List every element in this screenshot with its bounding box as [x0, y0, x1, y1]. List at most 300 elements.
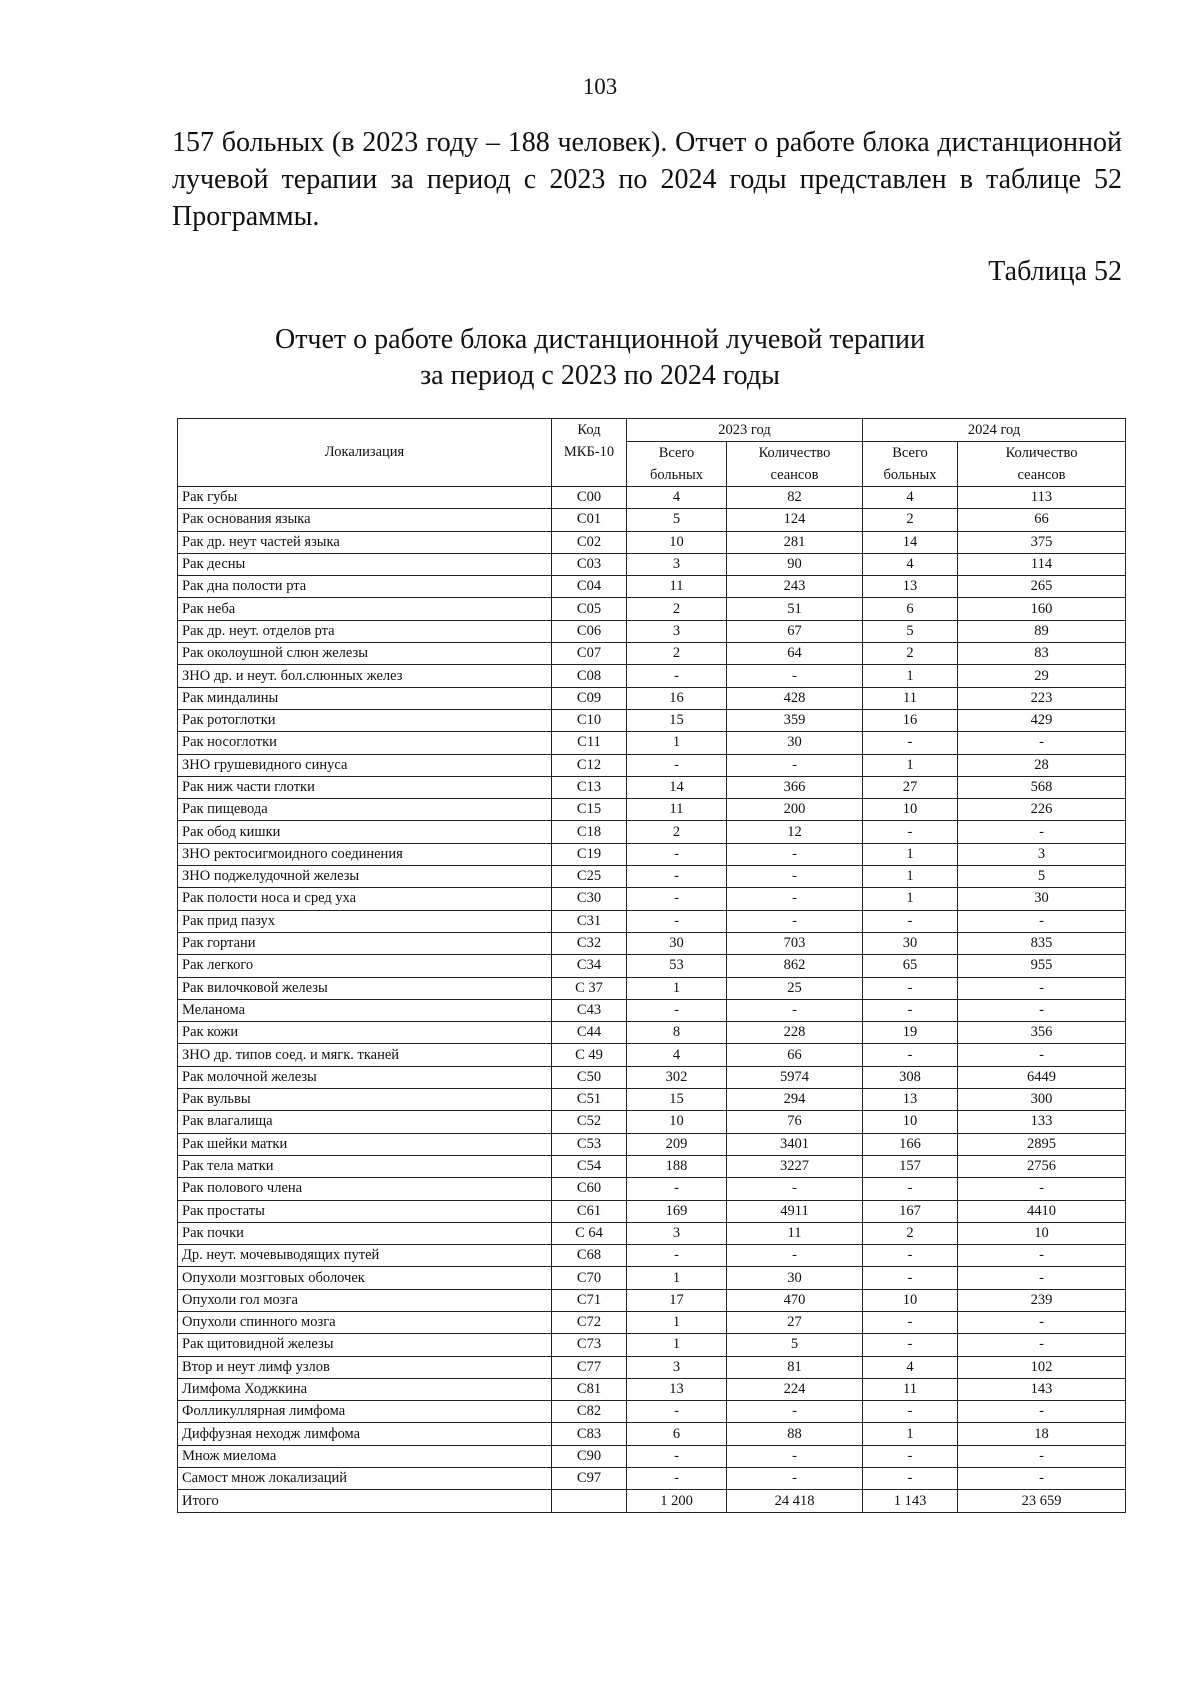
cell-sessions-2024: 265	[958, 576, 1126, 598]
cell-sessions-2023: 294	[727, 1089, 863, 1111]
cell-localization: Рак влагалища	[178, 1111, 552, 1133]
table-row	[178, 776, 1126, 798]
cell-localization: Рак полости носа и сред уха	[178, 888, 552, 910]
cell-sessions-2024: -	[958, 1267, 1126, 1289]
cell-localization: Рак простаты	[178, 1200, 552, 1222]
table-row	[178, 1311, 1126, 1333]
cell-patients-2023: -	[627, 1245, 727, 1267]
header-patients-2023-line-1: Всего	[627, 442, 727, 465]
cell-patients-2023: 14	[627, 776, 727, 798]
table-row	[178, 1200, 1126, 1222]
table-row	[178, 643, 1126, 665]
cell-sessions-2024: -	[958, 910, 1126, 932]
cell-icd-code: C30	[552, 888, 627, 910]
table-row	[178, 754, 1126, 776]
table-row	[178, 799, 1126, 821]
cell-patients-2024: 5	[863, 620, 958, 642]
table-row	[178, 1133, 1126, 1155]
cell-icd-code	[552, 1490, 627, 1512]
cell-icd-code: C18	[552, 821, 627, 843]
cell-sessions-2023: 703	[727, 932, 863, 954]
cell-localization: Рак пищевода	[178, 799, 552, 821]
cell-localization: ЗНО др. и неут. бол.слюнных желез	[178, 665, 552, 687]
cell-icd-code: C81	[552, 1378, 627, 1400]
cell-patients-2024: 10	[863, 1111, 958, 1133]
cell-sessions-2024: -	[958, 999, 1126, 1021]
cell-sessions-2023: -	[727, 1401, 863, 1423]
cell-patients-2024: -	[863, 1245, 958, 1267]
cell-localization: Рак основания языка	[178, 509, 552, 531]
cell-icd-code: C52	[552, 1111, 627, 1133]
cell-patients-2024: 13	[863, 576, 958, 598]
cell-icd-code: C73	[552, 1334, 627, 1356]
cell-sessions-2024: 835	[958, 932, 1126, 954]
cell-icd-code: C 49	[552, 1044, 627, 1066]
table-row	[178, 709, 1126, 731]
cell-patients-2024: 166	[863, 1133, 958, 1155]
cell-localization: Втор и неут лимф узлов	[178, 1356, 552, 1378]
cell-patients-2023: 16	[627, 687, 727, 709]
cell-patients-2023: -	[627, 1445, 727, 1467]
cell-sessions-2024: 2895	[958, 1133, 1126, 1155]
cell-localization: Рак щитовидной железы	[178, 1334, 552, 1356]
cell-sessions-2023: 3401	[727, 1133, 863, 1155]
cell-sessions-2023: -	[727, 1178, 863, 1200]
cell-icd-code: C43	[552, 999, 627, 1021]
cell-icd-code: C10	[552, 709, 627, 731]
cell-patients-2024: 27	[863, 776, 958, 798]
cell-icd-code: C11	[552, 732, 627, 754]
cell-patients-2024: 65	[863, 955, 958, 977]
cell-sessions-2024: 114	[958, 553, 1126, 575]
cell-sessions-2024: 143	[958, 1378, 1126, 1400]
table-row	[178, 553, 1126, 575]
cell-localization: ЗНО поджелудочной железы	[178, 866, 552, 888]
header-sessions-2023-line-2: сеансов	[727, 464, 863, 487]
cell-patients-2023: 1	[627, 977, 727, 999]
table-row	[178, 598, 1126, 620]
cell-sessions-2024: 223	[958, 687, 1126, 709]
cell-sessions-2024: 133	[958, 1111, 1126, 1133]
table-row	[178, 1044, 1126, 1066]
cell-sessions-2024: 102	[958, 1356, 1126, 1378]
cell-sessions-2024: -	[958, 1311, 1126, 1333]
cell-patients-2024: -	[863, 1311, 958, 1333]
cell-icd-code: C77	[552, 1356, 627, 1378]
table-row	[178, 977, 1126, 999]
cell-sessions-2024: -	[958, 1334, 1126, 1356]
cell-patients-2024: 1 143	[863, 1490, 958, 1512]
cell-sessions-2023: 88	[727, 1423, 863, 1445]
cell-patients-2024: -	[863, 1445, 958, 1467]
cell-sessions-2024: 29	[958, 665, 1126, 687]
table-label: Таблица 52	[988, 256, 1122, 287]
cell-patients-2024: -	[863, 910, 958, 932]
cell-patients-2024: 10	[863, 799, 958, 821]
cell-patients-2023: 11	[627, 576, 727, 598]
cell-patients-2023: -	[627, 866, 727, 888]
table-row	[178, 576, 1126, 598]
table-row	[178, 1089, 1126, 1111]
cell-patients-2023: 13	[627, 1378, 727, 1400]
table-row	[178, 1111, 1126, 1133]
cell-localization: Рак околоушной слюн железы	[178, 643, 552, 665]
table-row	[178, 732, 1126, 754]
cell-patients-2024: -	[863, 1401, 958, 1423]
cell-sessions-2024: 2756	[958, 1155, 1126, 1177]
cell-sessions-2024: 113	[958, 487, 1126, 509]
table-row	[178, 955, 1126, 977]
cell-sessions-2024: -	[958, 1401, 1126, 1423]
cell-localization: Рак миндалины	[178, 687, 552, 709]
cell-localization: Опухоли мозгговых оболочек	[178, 1267, 552, 1289]
cell-sessions-2023: 470	[727, 1289, 863, 1311]
cell-patients-2023: 169	[627, 1200, 727, 1222]
cell-localization: Рак неба	[178, 598, 552, 620]
table-row	[178, 1289, 1126, 1311]
cell-sessions-2023: 24 418	[727, 1490, 863, 1512]
cell-patients-2023: 2	[627, 821, 727, 843]
cell-patients-2024: 2	[863, 509, 958, 531]
cell-localization: Множ миелома	[178, 1445, 552, 1467]
cell-patients-2024: 13	[863, 1089, 958, 1111]
cell-patients-2023: 4	[627, 1044, 727, 1066]
table-title-line-1: Отчет о работе блока дистанционной лучевой терапии	[274, 324, 926, 355]
cell-sessions-2024: 300	[958, 1089, 1126, 1111]
table-row	[178, 1222, 1126, 1244]
cell-patients-2024: 4	[863, 487, 958, 509]
table-row	[178, 1155, 1126, 1177]
cell-icd-code: C83	[552, 1423, 627, 1445]
cell-sessions-2023: 200	[727, 799, 863, 821]
cell-sessions-2024: 6449	[958, 1066, 1126, 1088]
cell-patients-2024: 16	[863, 709, 958, 731]
cell-patients-2023: 11	[627, 799, 727, 821]
header-sessions-2023-line-1: Количество	[727, 442, 863, 465]
cell-patients-2024: 19	[863, 1022, 958, 1044]
cell-localization: Меланома	[178, 999, 552, 1021]
cell-patients-2023: 10	[627, 531, 727, 553]
cell-sessions-2023: 124	[727, 509, 863, 531]
cell-localization: Диффузная неходж лимфома	[178, 1423, 552, 1445]
cell-icd-code: C00	[552, 487, 627, 509]
cell-icd-code: C12	[552, 754, 627, 776]
cell-icd-code: C32	[552, 932, 627, 954]
cell-patients-2023: 1	[627, 1267, 727, 1289]
cell-sessions-2024: 10	[958, 1222, 1126, 1244]
table-row	[178, 665, 1126, 687]
cell-icd-code: C02	[552, 531, 627, 553]
table-row	[178, 509, 1126, 531]
cell-sessions-2024: -	[958, 821, 1126, 843]
cell-localization: Рак тела матки	[178, 1155, 552, 1177]
cell-patients-2024: -	[863, 1468, 958, 1490]
cell-patients-2023: 3	[627, 1356, 727, 1378]
cell-patients-2023: 53	[627, 955, 727, 977]
cell-localization: ЗНО др. типов соед. и мягк. тканей	[178, 1044, 552, 1066]
cell-localization: Рак дна полости рта	[178, 576, 552, 598]
cell-localization: Рак прид пазух	[178, 910, 552, 932]
cell-sessions-2023: 64	[727, 643, 863, 665]
cell-sessions-2023: 51	[727, 598, 863, 620]
cell-sessions-2024: 30	[958, 888, 1126, 910]
cell-sessions-2023: 67	[727, 620, 863, 642]
cell-sessions-2023: 66	[727, 1044, 863, 1066]
cell-patients-2023: 30	[627, 932, 727, 954]
cell-patients-2024: 14	[863, 531, 958, 553]
cell-icd-code: C03	[552, 553, 627, 575]
cell-sessions-2023: 243	[727, 576, 863, 598]
body-paragraph: 157 больных (в 2023 году – 188 человек). Отчет о работе блока дистанционной лучевой терапии за период с 2023 по 2024 годы представлен в таблице 52 Программы.	[172, 127, 1122, 232]
cell-localization: Рак гортани	[178, 932, 552, 954]
header-sessions-2024-line-1: Количество	[958, 442, 1126, 465]
cell-patients-2023: -	[627, 888, 727, 910]
cell-icd-code: C25	[552, 866, 627, 888]
table-row	[178, 1468, 1126, 1490]
cell-localization: Рак ниж части глотки	[178, 776, 552, 798]
cell-patients-2024: 4	[863, 553, 958, 575]
cell-icd-code: C07	[552, 643, 627, 665]
cell-sessions-2024: -	[958, 1245, 1126, 1267]
cell-patients-2024: -	[863, 977, 958, 999]
cell-patients-2023: 1	[627, 1334, 727, 1356]
cell-sessions-2023: -	[727, 1445, 863, 1467]
cell-patients-2023: 17	[627, 1289, 727, 1311]
cell-patients-2023: -	[627, 754, 727, 776]
header-year-2024: 2024 год	[863, 419, 1126, 442]
cell-sessions-2023: 11	[727, 1222, 863, 1244]
cell-sessions-2023: 3227	[727, 1155, 863, 1177]
cell-patients-2023: 2	[627, 643, 727, 665]
table-row	[178, 932, 1126, 954]
cell-sessions-2024: 429	[958, 709, 1126, 731]
cell-icd-code: C 37	[552, 977, 627, 999]
cell-icd-code: C15	[552, 799, 627, 821]
cell-patients-2024: -	[863, 821, 958, 843]
cell-sessions-2024: 89	[958, 620, 1126, 642]
cell-localization: Опухоли спинного мозга	[178, 1311, 552, 1333]
cell-patients-2023: 3	[627, 620, 727, 642]
table-row	[178, 999, 1126, 1021]
table-title	[0, 322, 1200, 394]
cell-icd-code: C53	[552, 1133, 627, 1155]
cell-sessions-2023: 5	[727, 1334, 863, 1356]
cell-sessions-2023: -	[727, 665, 863, 687]
table-row	[178, 1022, 1126, 1044]
cell-patients-2023: 302	[627, 1066, 727, 1088]
cell-localization: ЗНО грушевидного синуса	[178, 754, 552, 776]
cell-localization: Рак др. неут. отделов рта	[178, 620, 552, 642]
cell-sessions-2023: 224	[727, 1378, 863, 1400]
table-row	[178, 687, 1126, 709]
cell-sessions-2024: 226	[958, 799, 1126, 821]
table-row	[178, 1334, 1126, 1356]
cell-sessions-2023: 5974	[727, 1066, 863, 1088]
cell-patients-2024: 308	[863, 1066, 958, 1088]
cell-sessions-2023: 25	[727, 977, 863, 999]
cell-patients-2023: 209	[627, 1133, 727, 1155]
cell-icd-code: C05	[552, 598, 627, 620]
table-row	[178, 1356, 1126, 1378]
cell-sessions-2023: -	[727, 866, 863, 888]
cell-patients-2023: 6	[627, 1423, 727, 1445]
cell-patients-2023: 3	[627, 1222, 727, 1244]
cell-icd-code: C 64	[552, 1222, 627, 1244]
cell-localization: Лимфома Ходжкина	[178, 1378, 552, 1400]
table-row	[178, 1267, 1126, 1289]
cell-localization: Рак вилочковой железы	[178, 977, 552, 999]
cell-patients-2023: 15	[627, 1089, 727, 1111]
cell-sessions-2024: 375	[958, 531, 1126, 553]
table-row	[178, 1066, 1126, 1088]
cell-sessions-2023: -	[727, 999, 863, 1021]
cell-localization: Рак молочной железы	[178, 1066, 552, 1088]
cell-patients-2024: 1	[863, 754, 958, 776]
table-row	[178, 888, 1126, 910]
cell-sessions-2023: -	[727, 754, 863, 776]
cell-sessions-2023: -	[727, 910, 863, 932]
cell-icd-code: C71	[552, 1289, 627, 1311]
cell-icd-code: C72	[552, 1311, 627, 1333]
cell-icd-code: C54	[552, 1155, 627, 1177]
table-row	[178, 866, 1126, 888]
cell-localization: Итого	[178, 1490, 552, 1512]
cell-sessions-2023: -	[727, 1468, 863, 1490]
cell-localization: Др. неут. мочевыводящих путей	[178, 1245, 552, 1267]
cell-patients-2023: 1	[627, 732, 727, 754]
cell-patients-2024: -	[863, 732, 958, 754]
cell-icd-code: C70	[552, 1267, 627, 1289]
header-code-line-2: МКБ-10	[552, 442, 627, 487]
cell-icd-code: C44	[552, 1022, 627, 1044]
cell-localization: Рак губы	[178, 487, 552, 509]
cell-icd-code: C09	[552, 687, 627, 709]
page-number: 103	[582, 74, 618, 99]
table-row	[178, 620, 1126, 642]
cell-icd-code: C82	[552, 1401, 627, 1423]
cell-sessions-2023: 30	[727, 732, 863, 754]
cell-sessions-2024: 5	[958, 866, 1126, 888]
cell-patients-2023: 1 200	[627, 1490, 727, 1512]
cell-sessions-2024: 160	[958, 598, 1126, 620]
table-row	[178, 1445, 1126, 1467]
cell-sessions-2023: 428	[727, 687, 863, 709]
table-row	[178, 531, 1126, 553]
cell-sessions-2024: -	[958, 1445, 1126, 1467]
cell-localization: Рак полового члена	[178, 1178, 552, 1200]
cell-sessions-2023: 82	[727, 487, 863, 509]
cell-sessions-2024: -	[958, 1468, 1126, 1490]
cell-localization: Самост множ локализаций	[178, 1468, 552, 1490]
cell-localization: Рак др. неут частей языка	[178, 531, 552, 553]
table-row	[178, 1423, 1126, 1445]
cell-patients-2023: 2	[627, 598, 727, 620]
cell-sessions-2023: 862	[727, 955, 863, 977]
cell-icd-code: C19	[552, 843, 627, 865]
cell-sessions-2024: 28	[958, 754, 1126, 776]
cell-patients-2023: 188	[627, 1155, 727, 1177]
cell-sessions-2024: -	[958, 977, 1126, 999]
cell-sessions-2024: -	[958, 1178, 1126, 1200]
cell-patients-2024: -	[863, 1044, 958, 1066]
cell-patients-2023: -	[627, 999, 727, 1021]
cell-patients-2024: 11	[863, 687, 958, 709]
cell-patients-2023: 3	[627, 553, 727, 575]
cell-sessions-2024: -	[958, 732, 1126, 754]
cell-sessions-2023: 76	[727, 1111, 863, 1133]
header-localization: Локализация	[178, 419, 552, 487]
cell-patients-2023: 1	[627, 1311, 727, 1333]
table-row	[178, 487, 1126, 509]
header-year-2023: 2023 год	[627, 419, 863, 442]
cell-patients-2024: 1	[863, 888, 958, 910]
cell-sessions-2023: -	[727, 888, 863, 910]
cell-icd-code: C01	[552, 509, 627, 531]
cell-patients-2024: -	[863, 1178, 958, 1200]
cell-patients-2024: 4	[863, 1356, 958, 1378]
table-row	[178, 843, 1126, 865]
cell-patients-2023: 8	[627, 1022, 727, 1044]
cell-sessions-2024: 3	[958, 843, 1126, 865]
cell-sessions-2023: 81	[727, 1356, 863, 1378]
cell-sessions-2023: 4911	[727, 1200, 863, 1222]
cell-sessions-2024: 955	[958, 955, 1126, 977]
table-title-line-2: за период с 2023 по 2024 годы	[420, 360, 780, 391]
table-row	[178, 910, 1126, 932]
header-code-line-1: Код	[552, 419, 627, 442]
cell-localization: Фолликуллярная лимфома	[178, 1401, 552, 1423]
cell-patients-2023: 5	[627, 509, 727, 531]
header-patients-2024-line-2: больных	[863, 464, 958, 487]
table-row	[178, 1178, 1126, 1200]
cell-localization: Опухоли гол мозга	[178, 1289, 552, 1311]
cell-patients-2024: 1	[863, 866, 958, 888]
cell-localization: Рак ротоглотки	[178, 709, 552, 731]
cell-patients-2023: -	[627, 665, 727, 687]
table-body	[178, 487, 1126, 1513]
cell-sessions-2023: 359	[727, 709, 863, 731]
cell-patients-2024: 6	[863, 598, 958, 620]
cell-sessions-2024: 23 659	[958, 1490, 1126, 1512]
cell-localization: Рак обод кишки	[178, 821, 552, 843]
table-row	[178, 1378, 1126, 1400]
table-total-row	[178, 1490, 1126, 1512]
header-patients-2024-line-1: Всего	[863, 442, 958, 465]
cell-patients-2024: -	[863, 999, 958, 1021]
cell-patients-2023: 4	[627, 487, 727, 509]
cell-sessions-2024: 239	[958, 1289, 1126, 1311]
header-sessions-2024-line-2: сеансов	[958, 464, 1126, 487]
cell-localization: Рак почки	[178, 1222, 552, 1244]
cell-sessions-2024: 18	[958, 1423, 1126, 1445]
cell-sessions-2024: 66	[958, 509, 1126, 531]
cell-patients-2024: 1	[863, 843, 958, 865]
cell-sessions-2023: 366	[727, 776, 863, 798]
cell-sessions-2023: 12	[727, 821, 863, 843]
cell-patients-2023: -	[627, 843, 727, 865]
cell-patients-2024: 10	[863, 1289, 958, 1311]
cell-patients-2024: 30	[863, 932, 958, 954]
cell-icd-code: C60	[552, 1178, 627, 1200]
cell-sessions-2024: 4410	[958, 1200, 1126, 1222]
cell-icd-code: C50	[552, 1066, 627, 1088]
cell-patients-2024: 2	[863, 1222, 958, 1244]
cell-patients-2024: 157	[863, 1155, 958, 1177]
table-row	[178, 1245, 1126, 1267]
cell-localization: Рак десны	[178, 553, 552, 575]
cell-icd-code: C06	[552, 620, 627, 642]
cell-sessions-2023: -	[727, 843, 863, 865]
